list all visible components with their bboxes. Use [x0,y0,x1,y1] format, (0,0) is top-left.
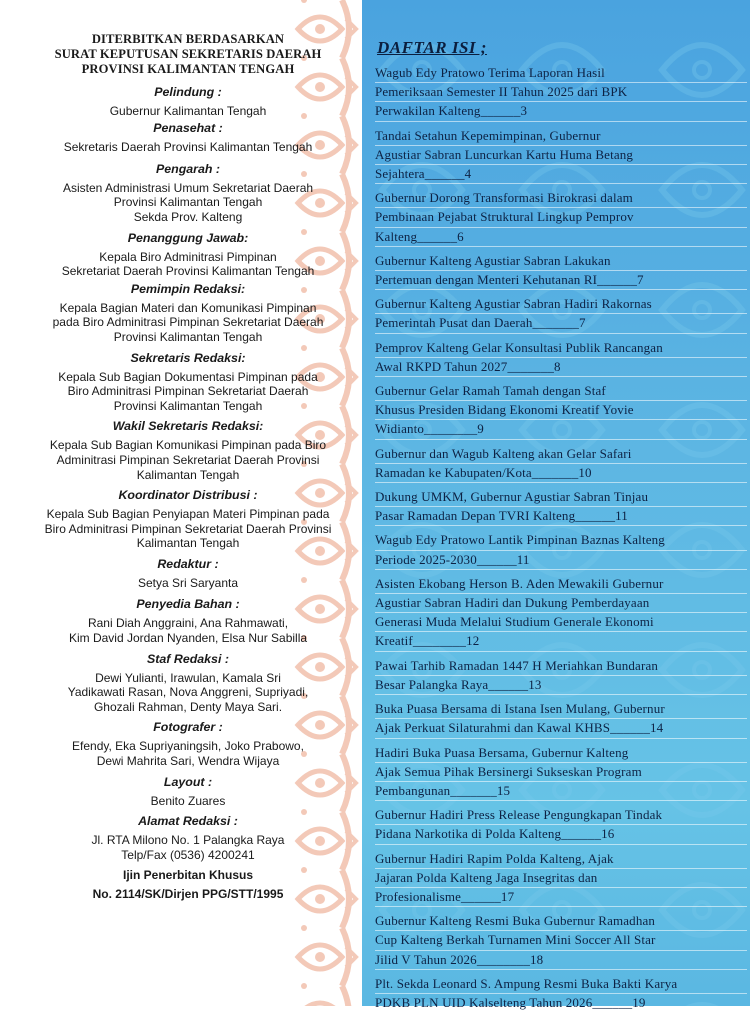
toc-item-line [375,763,747,782]
masthead-section [10,419,366,482]
toc-item-text: Dukung UMKM, Gubernur Agustiar Sabran Tinjau [375,489,649,505]
masthead-value: Dewi Yulianti, Irawulan, Kamala Sri [95,670,281,685]
masthead-role: Penasehat : [153,121,223,136]
toc-item-text: Pawai Tarhib Ramadan 1447 H Meriahkan Bundaran [375,657,659,673]
toc-item[interactable] [375,445,747,484]
masthead-value: Efendy, Eka Supriyaningsih, Joko Prabowo, [72,739,304,754]
masthead-role: Pemimpin Redaksi: [130,281,246,296]
masthead-value: Asisten Administrasi Umum Sekretariat Daerah [62,180,314,195]
masthead-value: Setya Sri Saryanta [137,575,239,590]
toc-item-line [375,951,747,970]
toc-item-text: Gubernur Hadiri Rapim Polda Kalteng, Ajak [375,850,614,866]
toc-item-line [375,551,747,570]
masthead-value: Sekretaris Daerah Provinsi Kalimantan Tengah [63,140,313,155]
masthead-value: Provinsi Kalimantan Tengah [113,329,263,344]
toc-item-text: Widianto________ [375,421,478,437]
toc-page-number: 15 [496,782,511,798]
masthead-value: Adminitrasi Pimpinan Sekretariat Daerah Provinsi [56,452,320,467]
toc-list [375,64,747,1014]
masthead-value: Kepala Sub Bagian Komunikasi Pimpinan pada Biro [49,438,327,453]
toc-item[interactable] [375,912,747,971]
toc-item-line [375,700,747,719]
toc-item-line [375,189,747,208]
masthead-value: Biro Adminitrasi Pimpinan Sekretariat Daerah [67,384,309,399]
toc-item-line [375,83,747,102]
masthead-value: Jl. RTA Milono No. 1 Palangka Raya [91,833,285,848]
masthead-value: Kepala Biro Adminitrasi Pimpinan [99,249,277,264]
toc-item-line [375,744,747,763]
toc-item-line [375,271,747,290]
toc-item-text: PDKB PLN UID Kalselteng Tahun 2026______ [375,994,633,1010]
toc-item-text: Gubernur Kalteng Agustiar Sabran Lakukan [375,252,611,268]
toc-item-text: Pemerintah Pusat dan Daerah_______ [375,315,580,331]
toc-item-line [375,102,747,121]
toc-item-text: Jajaran Polda Kalteng Jaga Insegritas dan [375,869,598,885]
toc-item-text: Buka Puasa Bersama di Istana Isen Mulang, Gubernur [375,701,665,717]
toc-item-text: Perwakilan Kalteng______ [375,103,521,119]
masthead-section [10,557,366,591]
toc-item-line [375,252,747,271]
toc-item-text: Generasi Muda Melalui Studium Generale Ekonomi [375,614,654,630]
toc-page-number: 18 [530,951,544,967]
toc-item-line [375,382,747,401]
toc-item-line [375,127,747,146]
toc-page-number: 12 [466,633,480,649]
table-of-contents [375,38,747,1018]
masthead-value: pada Biro Adminitrasi Pimpinan Sekretariat Daerah [52,315,324,330]
toc-item[interactable] [375,657,747,696]
header-line: SURAT KEPUTUSAN SEKRETARIS DAERAH [54,47,322,62]
toc-item-text: Kalteng______ [375,228,458,244]
toc-page-number: 14 [650,720,664,736]
toc-item-text: Profesionalisme______ [375,888,501,904]
masthead-value: Gubernur Kalimantan Tengah [109,103,267,118]
toc-item[interactable] [375,850,747,909]
toc-item-line [375,888,747,907]
toc-page-number: 3 [520,103,528,119]
toc-item-text: Sejahtera______ [375,166,465,182]
toc-item-line [375,228,747,247]
toc-item-line [375,420,747,439]
toc-item-line [375,613,747,632]
masthead-role: Redaktur : [157,556,219,571]
masthead-sections [10,85,366,863]
toc-item-text: Gubernur Gelar Ramah Tamah dengan Staf [375,383,606,399]
publication-basis [10,32,366,78]
toc-item[interactable] [375,575,747,653]
masthead-value: Biro Adminitrasi Pimpinan Sekretariat Daerah Provinsi [44,521,332,536]
toc-item-text: Pembangunan_______ [375,782,497,798]
toc-item[interactable] [375,64,747,123]
toc-item[interactable] [375,295,747,334]
toc-item[interactable] [375,744,747,803]
masthead-value: Ghozali Rahman, Denty Maya Sari. [93,699,283,714]
toc-item[interactable] [375,127,747,186]
masthead-section [10,720,366,768]
masthead-role: Wakil Sekretaris Redaksi: [112,419,264,434]
toc-item-line [375,782,747,801]
toc-item-line [375,64,747,83]
masthead-value: Provinsi Kalimantan Tengah [113,195,263,210]
permit-number: No. 2114/SK/Dirjen PPG/STT/1995 [92,887,284,902]
toc-item-line [375,575,747,594]
toc-item-line [375,994,747,1013]
toc-item[interactable] [375,488,747,527]
toc-item[interactable] [375,975,747,1014]
toc-item-line [375,531,747,550]
toc-item-text: Periode 2025-2030______ [375,551,517,567]
toc-item-line [375,464,747,483]
toc-item-text: Ajak Semua Pihak Bersinergi Sukseskan Program [375,763,642,779]
masthead-role: Pengarah : [155,161,221,176]
masthead-section [10,652,366,715]
toc-item-text: Tandai Setahun Kepemimpinan, Gubernur [375,127,601,143]
toc-item[interactable] [375,252,747,291]
toc-item-line [375,850,747,869]
toc-item-text: Ajak Perkuat Silaturahmi dan Kawal KHBS______ [375,720,651,736]
masthead-role: Staf Redaksi : [147,651,229,666]
toc-item-text: Awal RKPD Tahun 2027_______ [375,358,555,374]
toc-item-text: Pasar Ramadan Depan TVRI Kalteng______ [375,508,616,524]
toc-page-number: 6 [457,228,464,244]
masthead-value: Rani Diah Anggraini, Ana Rahmawati, [87,616,289,631]
toc-item-line [375,339,747,358]
toc-item-line [375,208,747,227]
toc-item[interactable] [375,531,747,570]
masthead-section [10,597,366,645]
toc-item-line [375,507,747,526]
toc-item-line [375,358,747,377]
toc-item-line [375,931,747,950]
toc-item-text: Wagub Edy Pratowo Terima Laporan Hasil [375,65,605,80]
toc-item-line [375,295,747,314]
masthead-section [10,775,366,809]
toc-item-text: Hadiri Buka Puasa Bersama, Gubernur Kalteng [375,744,629,760]
toc-item-line [375,401,747,420]
toc-item-text: Agustiar Sabran Luncurkan Kartu Huma Betang [375,146,634,162]
toc-page-number: 10 [578,464,592,480]
masthead-role: Penyedia Bahan : [136,597,240,612]
toc-item-text: Pemeriksaan Semester II Tahun 2025 dari BPK [375,84,628,100]
toc-item-text: Pidana Narkotika di Polda Kalteng______ [375,826,602,842]
masthead-role: Koordinator Distribusi : [118,488,258,503]
toc-item-text: Plt. Sekda Leonard S. Ampung Resmi Buka Bakti Karya [375,975,678,991]
masthead-value: Kim David Jordan Nyanden, Elsa Nur Sabilla [68,631,308,646]
toc-item-text: Besar Palangka Raya______ [375,676,529,692]
toc-page-number: 19 [632,994,646,1010]
toc-item-line [375,594,747,613]
toc-item-text: Pemprov Kalteng Gelar Konsultasi Publik Rancangan [375,339,663,355]
toc-item[interactable] [375,382,747,441]
toc-item-line [375,825,747,844]
toc-item-line [375,912,747,931]
toc-page-number: 8 [554,358,561,374]
masthead-value: Kepala Bagian Materi dan Komunikasi Pimpinan [59,300,317,315]
masthead-section [10,162,366,225]
toc-item-text: Kreatif________ [375,633,467,649]
masthead-value: Kepala Sub Bagian Penyiapan Materi Pimpinan pada [46,507,330,522]
toc-item[interactable] [375,189,747,248]
masthead-value: Yadikawati Rasan, Nova Anggreni, Supriyadi, [67,685,309,700]
toc-item-line [375,165,747,184]
toc-item-text: Gubernur Kalteng Resmi Buka Gubernur Ramadhan [375,913,656,929]
toc-item-line [375,975,747,994]
toc-item-line [375,632,747,651]
masthead-value: Provinsi Kalimantan Tengah [113,398,263,413]
masthead-role: Layout : [163,774,213,789]
toc-page-number: 4 [464,166,472,182]
masthead-value: Telp/Fax (0536) 4200241 [121,847,255,862]
toc-item-text: Wagub Edy Pratowo Lantik Pimpinan Baznas Kalteng [375,532,665,548]
toc-item-line [375,676,747,695]
toc-item[interactable] [375,339,747,378]
toc-item-text: Pertemuan dengan Menteri Kehutanan RI______ [375,272,638,288]
toc-item-text: Ramadan ke Kabupaten/Kota_______ [375,464,579,480]
toc-page-number: 7 [637,272,644,288]
toc-item-text: Khusus Presiden Bidang Ekonomi Kreatif Yovie [375,402,634,418]
header-line: PROVINSI KALIMANTAN TENGAH [81,62,295,77]
masthead-value: Kalimantan Tengah [136,536,240,551]
toc-item-text: Gubernur Kalteng Agustiar Sabran Hadiri Rakornas [375,296,652,312]
toc-item[interactable] [375,806,747,845]
header-line: DITERBITKAN BERDASARKAN [91,32,285,46]
masthead-section [10,282,366,345]
toc-page-number: 7 [579,315,586,331]
toc-page-number: 11 [516,551,530,567]
masthead-section [10,85,366,119]
toc-item-text: Jilid V Tahun 2026________ [375,951,531,967]
masthead-value: Sekretariat Daerah Provinsi Kalimantan Tengah [61,264,315,279]
toc-page-number: 17 [500,888,515,904]
toc-item-text: Pembinaan Pejabat Struktural Lingkup Pemprov [375,209,634,225]
masthead-value: Kepala Sub Bagian Dokumentasi Pimpinan pada [58,369,318,384]
masthead-role: Sekretaris Redaksi: [130,350,246,365]
toc-item-text: Asisten Ekobang Herson B. Aden Mewakili Gubernur [375,575,664,591]
masthead-value: Sekda Prov. Kalteng [133,209,243,224]
masthead-role: Fotografer : [153,720,223,735]
masthead-section [10,814,366,862]
toc-item-text: Cup Kalteng Berkah Turnamen Mini Soccer All Star [375,932,656,948]
masthead-value: Benito Zuares [150,793,226,808]
toc-item-line [375,657,747,676]
toc-item-text: Gubernur Hadiri Press Release Pengungkapan Tindak [375,807,663,823]
masthead-role: Penanggung Jawab: [127,230,249,245]
masthead-value: Dewi Mahrita Sari, Wendra Wijaya [96,754,280,769]
impressum [10,32,366,902]
toc-page-number: 13 [528,676,542,692]
toc-item-line [375,445,747,464]
toc-item[interactable] [375,700,747,739]
toc-page-number: 9 [477,421,484,437]
masthead-role: Alamat Redaksi : [138,814,238,829]
toc-item-text: Gubernur dan Wagub Kalteng akan Gelar Safari [375,445,632,461]
toc-item-line [375,488,747,507]
masthead-section [10,121,366,155]
toc-item-line [375,806,747,825]
toc-page-number: 11 [615,508,628,524]
masthead-section [10,231,366,279]
toc-page-number: 16 [601,826,615,842]
toc-item-line [375,146,747,165]
toc-title: DAFTAR ISI ; [377,38,487,57]
permit-title: Ijin Penerbitan Khusus [122,868,254,883]
toc-item-line [375,314,747,333]
toc-item-text: Agustiar Sabran Hadiri dan Dukung Pemberdayaan [375,595,650,611]
toc-item-text: Gubernur Dorong Transformasi Birokrasi dalam [375,190,633,206]
masthead-section [10,351,366,414]
masthead-role: Pelindung : [154,84,222,99]
toc-item-line [375,719,747,738]
masthead-section [10,488,366,551]
toc-item-line [375,869,747,888]
masthead-value: Kalimantan Tengah [136,467,240,482]
